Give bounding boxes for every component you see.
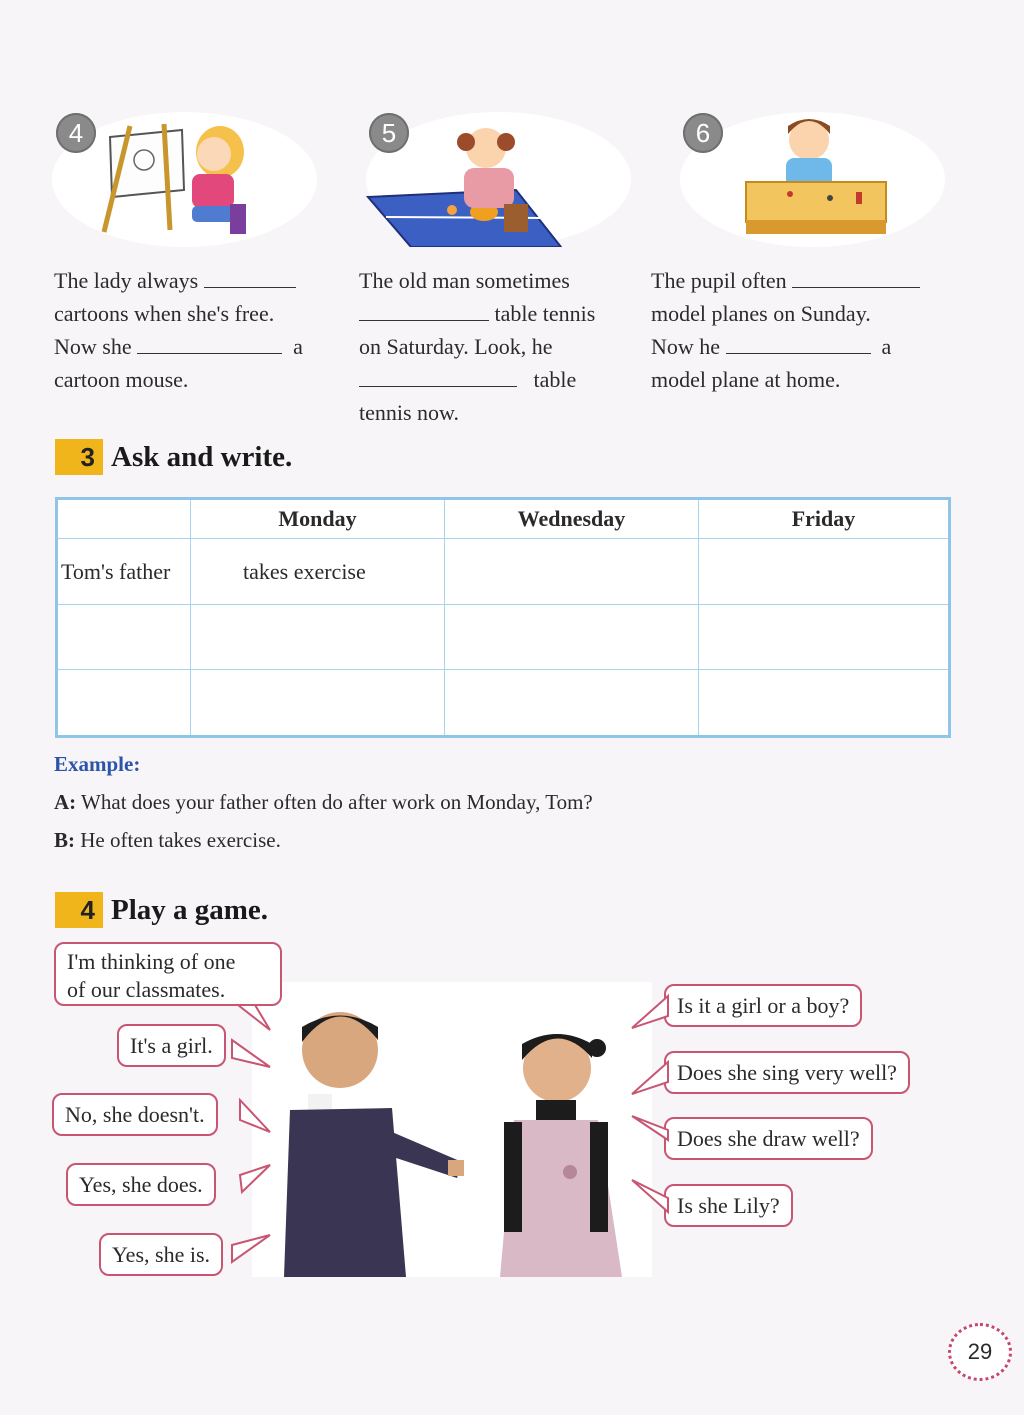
- speech-bubble-girl-or-boy: Is it a girl or a boy?: [664, 984, 862, 1027]
- ex6-blank-2[interactable]: [726, 331, 871, 354]
- speech-bubble-its-a-girl: It's a girl.: [117, 1024, 226, 1067]
- table-row: [57, 539, 950, 605]
- photo-boy-and-girl: [252, 982, 652, 1277]
- section-4-title: Play a game.: [111, 893, 269, 926]
- table-cell[interactable]: [699, 539, 950, 605]
- ex5-line5: tennis now.: [359, 400, 460, 425]
- ex4-blank-2[interactable]: [137, 331, 282, 354]
- ex4-line3-end: a: [293, 334, 303, 359]
- table-row: [57, 670, 950, 737]
- dialog-text-a: What does your father often do after work on Monday, Tom?: [81, 790, 593, 814]
- table-header-cell: Friday: [699, 499, 950, 539]
- dialog-text-b: He often takes exercise.: [80, 828, 281, 852]
- section-4-number: 4: [55, 892, 103, 928]
- table-header-cell: Wednesday: [445, 499, 699, 539]
- ex4-line4: cartoon mouse.: [54, 367, 189, 392]
- schedule-table: [55, 497, 951, 738]
- bubble-line: I'm thinking of one: [67, 949, 236, 974]
- table-header-cell: [57, 499, 191, 539]
- exercise-5-number: 5: [369, 113, 409, 153]
- speech-bubble-is-she-lily: Is she Lily?: [664, 1184, 793, 1227]
- ex4-blank-1[interactable]: [204, 265, 296, 288]
- speaker-a: A:: [54, 790, 77, 814]
- ex4-line1: The lady always: [54, 268, 199, 293]
- exercise-6-text: [651, 264, 951, 396]
- ex6-line2: model planes on Sunday.: [651, 301, 871, 326]
- example-line-a: [54, 790, 593, 815]
- example-label: Example:: [54, 752, 141, 776]
- ex5-line2: table tennis: [494, 301, 596, 326]
- ex6-line3-end: a: [881, 334, 892, 359]
- table-cell: Tom's father: [57, 539, 191, 605]
- table-cell[interactable]: [57, 670, 191, 737]
- table-cell[interactable]: [699, 604, 950, 670]
- table-cell[interactable]: [57, 604, 191, 670]
- exercise-6-number: 6: [683, 113, 723, 153]
- table-cell[interactable]: [191, 604, 445, 670]
- ex5-blank-1[interactable]: [359, 298, 489, 321]
- speech-bubble-yes-she-is: Yes, she is.: [99, 1233, 223, 1276]
- ex4-line2: cartoons when she's free.: [54, 301, 275, 326]
- ex4-line3: Now she: [54, 334, 132, 359]
- speech-bubble-yes-she-does: Yes, she does.: [66, 1163, 216, 1206]
- ex6-blank-1[interactable]: [792, 265, 920, 288]
- table-cell: takes exercise: [191, 539, 445, 605]
- table-header-cell: Monday: [191, 499, 445, 539]
- ex5-line4: table: [533, 367, 577, 392]
- table-cell[interactable]: [445, 604, 699, 670]
- section-3-heading: [55, 438, 292, 476]
- section-3-title: Ask and write.: [111, 440, 293, 473]
- exercise-4-text: [54, 264, 324, 396]
- ex5-blank-2[interactable]: [359, 364, 517, 387]
- table-header-row: [57, 499, 950, 539]
- speech-bubble-draw-well: Does she draw well?: [664, 1117, 873, 1160]
- table-cell[interactable]: [445, 539, 699, 605]
- table-cell[interactable]: [699, 670, 950, 737]
- bubble-line: of our classmates.: [67, 977, 226, 1002]
- ex6-line3: Now he: [651, 334, 721, 359]
- section-3-number: 3: [55, 439, 103, 475]
- speech-bubble-thinking: [54, 942, 282, 1006]
- section-4-heading: [55, 891, 268, 929]
- ex5-line1: The old man sometimes: [359, 268, 570, 293]
- table-cell[interactable]: [191, 670, 445, 737]
- example-line-b: [54, 828, 281, 853]
- speech-bubble-no-she-doesnt: No, she doesn't.: [52, 1093, 218, 1136]
- speech-bubble-sing-well: Does she sing very well?: [664, 1051, 910, 1094]
- table-row: [57, 604, 950, 670]
- page-number: 29: [948, 1323, 1012, 1381]
- table-cell[interactable]: [445, 670, 699, 737]
- speaker-b: B:: [54, 828, 75, 852]
- ex6-line1: The pupil often: [651, 268, 787, 293]
- exercise-4-number: 4: [56, 113, 96, 153]
- ex5-line3: on Saturday. Look, he: [359, 334, 553, 359]
- exercise-5-text: [359, 264, 629, 429]
- ex6-line4: model plane at home.: [651, 367, 841, 392]
